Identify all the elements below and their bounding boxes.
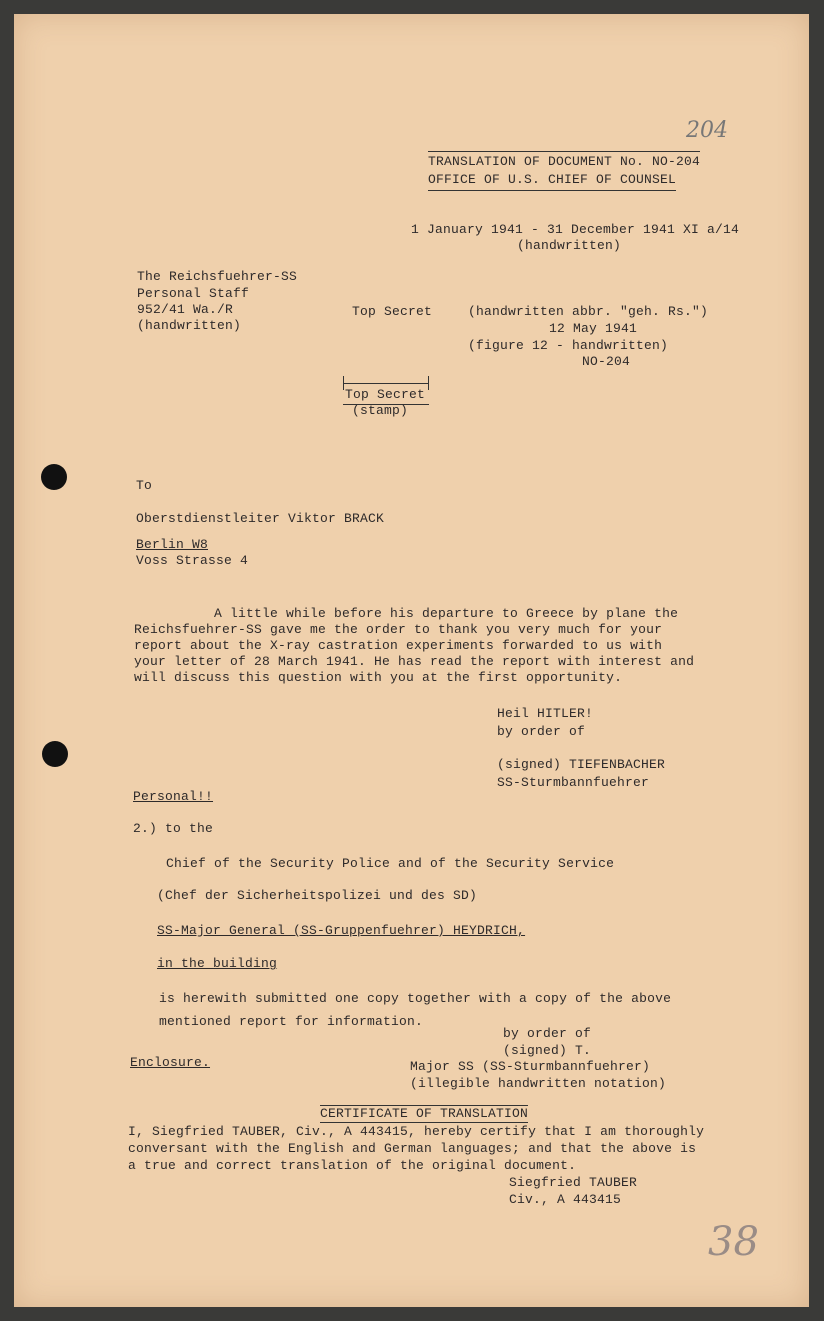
recipient-to: To [136, 478, 153, 493]
stamp-note: (stamp) [352, 403, 409, 418]
sender-note: (handwritten) [137, 318, 242, 333]
second-signature: (signed) T. [503, 1043, 592, 1058]
date-range-note: (handwritten) [517, 238, 622, 253]
personal-marking: Personal!! [133, 789, 214, 804]
certificate-line: a true and correct translation of the original document. [128, 1158, 577, 1173]
second-by-order: by order of [503, 1026, 592, 1041]
punch-hole-top [41, 464, 67, 490]
closing-rank: SS-Sturmbannfuehrer [497, 775, 650, 790]
certificate-title: CERTIFICATE OF TRANSLATION [320, 1106, 529, 1121]
recipient-name: Oberstdienstleiter Viktor BRACK [136, 511, 385, 526]
second-note: (illegible handwritten notation) [410, 1076, 667, 1091]
sender-reference: 952/41 Wa./R [137, 302, 234, 317]
item-2-submit-line-2: mentioned report for information. [159, 1014, 424, 1029]
stamp-label: Top Secret [345, 387, 426, 402]
body-line: A little while before his departure to Greece by plane the [134, 606, 679, 621]
document-date: 12 May 1941 [549, 321, 638, 336]
translator-signature: Siegfried TAUBER [509, 1175, 638, 1190]
body-line: report about the X-ray castration experiments forwarded to us with [134, 638, 663, 653]
handwritten-footer-number: 38 [708, 1219, 759, 1265]
item-2-chief: Chief of the Security Police and of the Security Service [166, 856, 615, 871]
office-line: OFFICE OF U.S. CHIEF OF COUNSEL [428, 172, 676, 191]
title-block [428, 151, 700, 168]
document-page [14, 14, 809, 1307]
translator-id: Civ., A 443415 [509, 1192, 622, 1207]
closing-salute: Heil HITLER! [497, 706, 594, 721]
classification-abbr: (handwritten abbr. "geh. Rs.") [468, 304, 709, 319]
recipient-city: Berlin W8 [136, 537, 209, 552]
body-line: will discuss this question with you at the first opportunity. [134, 670, 623, 685]
sender-line-1: The Reichsfuehrer-SS [137, 269, 298, 284]
item-2-heading: 2.) to the [133, 821, 214, 836]
document-number: NO-204 [582, 354, 631, 369]
item-2-general: SS-Major General (SS-Gruppenfuehrer) HEYDRICH, [157, 923, 526, 938]
closing-signature: (signed) TIEFENBACHER [497, 757, 666, 772]
item-2-building: in the building [157, 956, 278, 971]
sender-line-2: Personal Staff [137, 286, 250, 301]
certificate-line: I, Siegfried TAUBER, Civ., A 443415, hereby certify that I am thoroughly [128, 1124, 705, 1139]
figure-note: (figure 12 - handwritten) [468, 338, 669, 353]
enclosure-label ul: Enclosure. [130, 1055, 211, 1070]
certificate-line: conversant with the English and German languages; and that the above is [128, 1141, 697, 1156]
second-rank: Major SS (SS-Sturmbannfuehrer) [410, 1059, 651, 1074]
closing-by-order: by order of [497, 724, 586, 739]
body-line: Reichsfuehrer-SS gave me the order to thank you very much for your [134, 622, 663, 637]
body-line: your letter of 28 March 1941. He has read the report with interest and [134, 654, 695, 669]
item-2-submit-line-1: is herewith submitted one copy together with a copy of the above [159, 991, 672, 1006]
item-2-chief-german: (Chef der Sicherheitspolizei und des SD) [157, 888, 478, 903]
top-secret-stamp [343, 374, 429, 404]
recipient-street: Voss Strasse 4 [136, 553, 249, 568]
date-range-line: 1 January 1941 - 31 December 1941 XI a/14 [411, 222, 740, 237]
handwritten-page-number: 204 [686, 118, 728, 143]
classification-label: Top Secret [352, 304, 433, 319]
punch-hole-bottom [42, 741, 68, 767]
translation-line: TRANSLATION OF DOCUMENT No. NO-204 [428, 154, 701, 169]
